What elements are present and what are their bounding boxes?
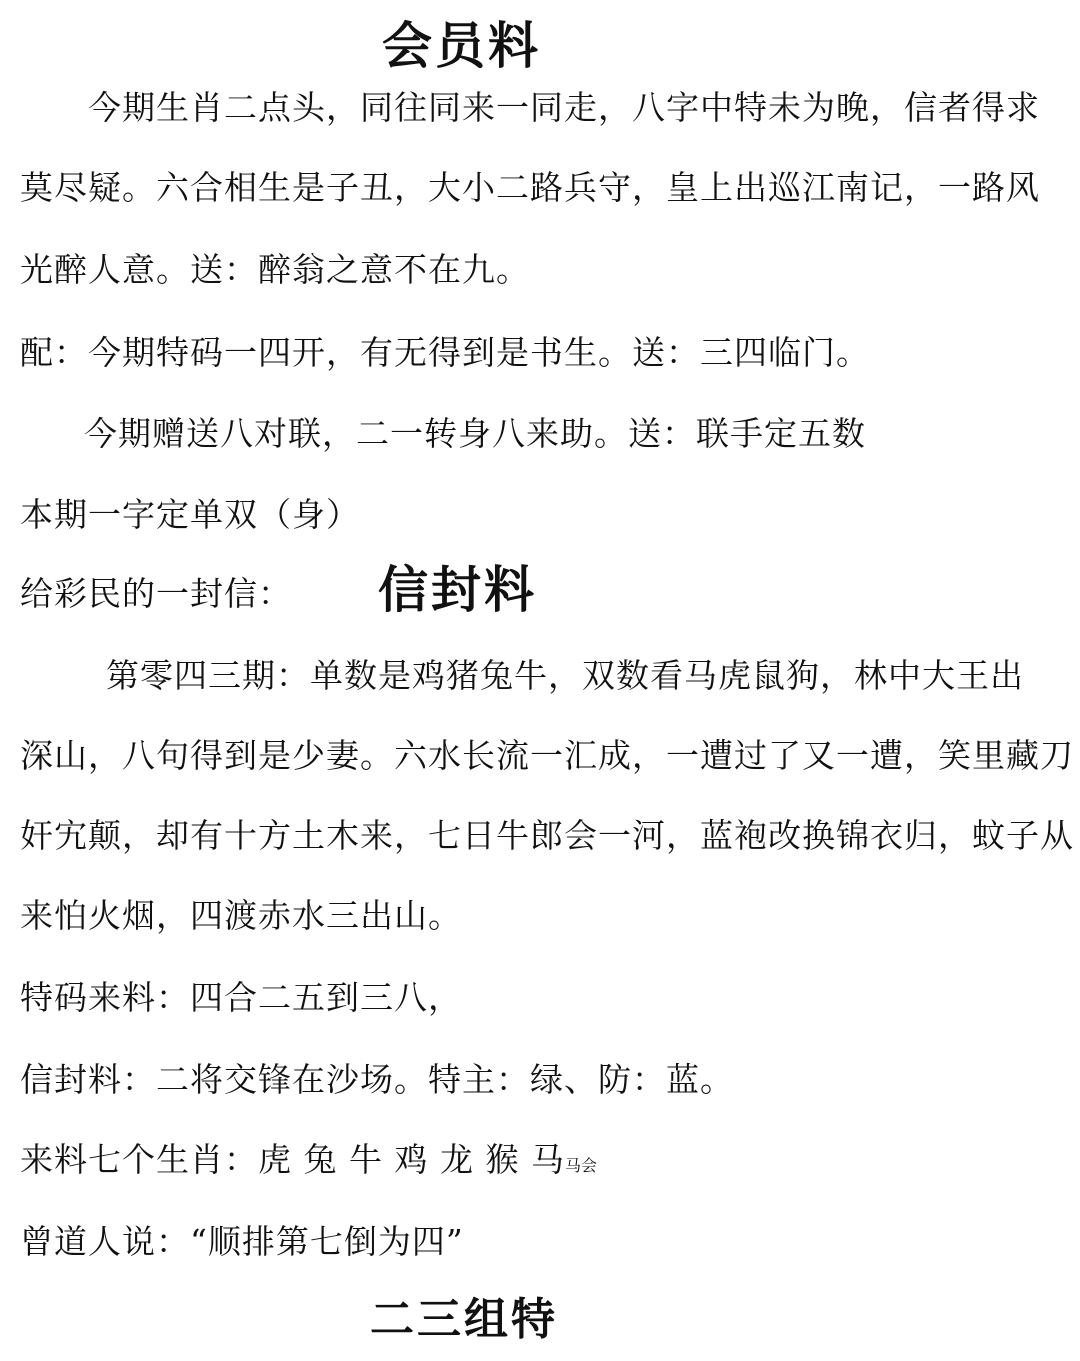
special-code-line: 特码来料：四合二五到三八， [20,978,462,1017]
envelope-verse-line-4: 来怕火烟，四渡赤水三出山。 [20,896,462,935]
envelope-info-line: 信封料：二将交锋在沙场。特主：绿、防：蓝。 [20,1060,734,1099]
envelope-info-title: 信封料 [378,560,537,619]
member-info-title: 会员料 [382,16,541,75]
envelope-verse-line-3: 奸宄颠，却有十方土木来，七日牛郎会一河，蓝袍改换锦衣归，蚊子从 [20,816,1074,855]
envelope-verse-line-1: 第零四三期：单数是鸡猪兔牛，双数看马虎鼠狗，林中大王出 [106,656,1024,695]
member-verse-line-1: 今期生肖二点头，同往同来一同走，八字中特未为晚，信者得求 [88,88,1040,127]
pei-line: 配：今期特码一四开，有无得到是书生。送：三四临门。 [20,333,870,372]
envelope-verse-line-2: 深山，八句得到是少妻。六水长流一汇成，一遭过了又一遭，笑里藏刀 [20,736,1074,775]
member-verse-line-2: 莫尽疑。六合相生是子丑，大小二路兵守，皇上出巡江南记，一路风 [20,168,1040,207]
single-double-line: 本期一字定单双（身） [20,495,360,534]
two-three-group-title: 二三组特 [370,1294,558,1345]
zodiac-list: 来料七个生肖：虎 兔 牛 鸡 龙 猴 马 [20,1140,565,1179]
zodiac-suffix: 马会 [564,1156,597,1175]
seven-zodiac-line [20,1140,597,1186]
letter-label: 给彩民的一封信： [20,574,292,613]
taoist-saying-line: 曾道人说：“顺排第七倒为四” [20,1222,464,1261]
member-verse-line-3: 光醉人意。送：醉翁之意不在九。 [20,250,530,289]
gift-couplet-line: 今期赠送八对联，二一转身八来助。送：联手定五数 [84,414,866,453]
